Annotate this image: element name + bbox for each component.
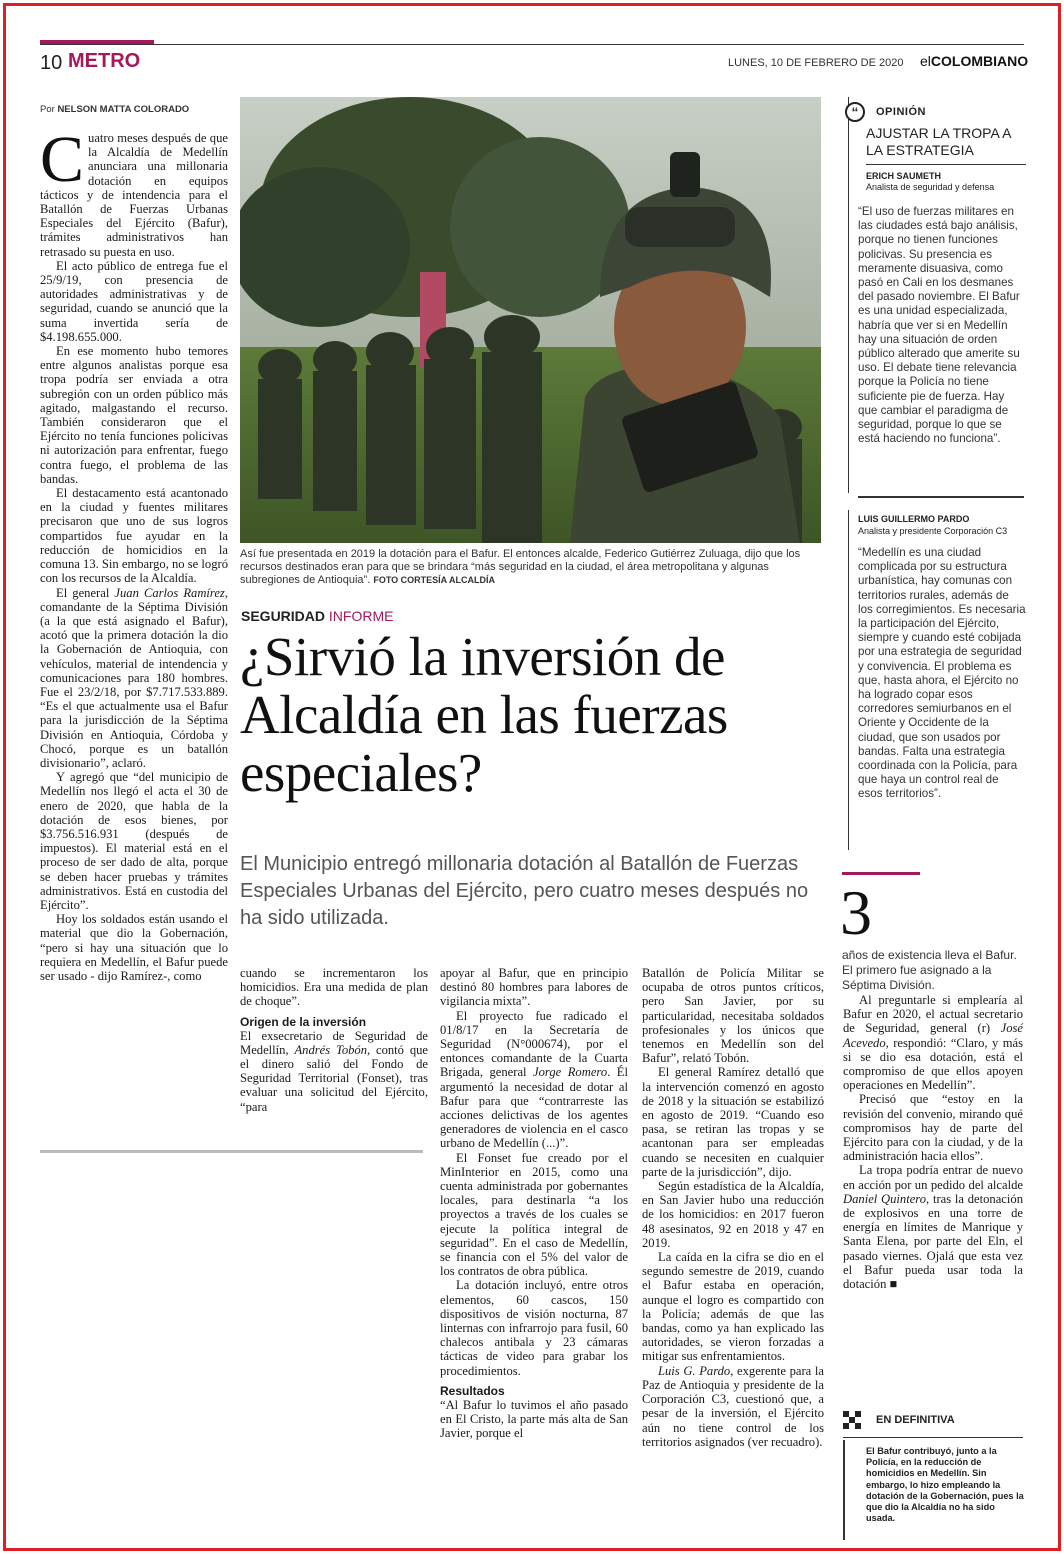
person-name: Daniel Quintero bbox=[843, 1191, 927, 1206]
article-column-2 bbox=[240, 966, 428, 1114]
opinion-role-2: Analista y presidente Corporación C3 bbox=[858, 526, 1008, 536]
opinion-role-1: Analista de seguridad y defensa bbox=[866, 182, 995, 192]
end-mark: ■ bbox=[889, 1277, 898, 1292]
checker-icon bbox=[843, 1411, 861, 1429]
paragraph bbox=[440, 1009, 628, 1151]
deck-subtitle: El Municipio entregó millonaria dotación al Batallón de Fuerzas Especiales Urbanas del Ejército, pero cuatro meses después no ha sido utilizada. bbox=[240, 853, 809, 929]
paragraph bbox=[40, 123, 228, 259]
article-column-5 bbox=[843, 993, 1023, 1291]
en-definitiva-rule bbox=[843, 1437, 1023, 1438]
opinion-border bbox=[848, 97, 849, 493]
kicker-section: SEGURIDAD bbox=[241, 608, 326, 624]
person-name: Luis G. Pardo bbox=[658, 1363, 731, 1378]
byline bbox=[40, 104, 189, 115]
opinion-border bbox=[848, 510, 849, 850]
caption-text: Así fue presentada en 2019 la dotación para el Bafur. El entonces alcalde, Federico Gutiérrez Zuluaga, dijo que los recursos destinados eran para que se brindara “más seguridad en la ciudad, el área metropolitana y algunas subregiones de Antioquia”. bbox=[240, 548, 801, 586]
kicker bbox=[241, 608, 393, 624]
article-column-1 bbox=[40, 123, 228, 983]
text: , contó que el dinero salió del Fondo de Seguridad Territorial (Fonset), tras evaluar una solicitud del Ejército, “para bbox=[240, 1042, 428, 1114]
opinion-rule bbox=[866, 164, 1026, 165]
opinion-author-2: LUIS GUILLERMO PARDO bbox=[858, 514, 970, 524]
paragraph: En ese momento hubo temores entre algunos analistas porque esa tropa podría ser enviada a otra subregión con un orden público más agitado, malgastando el recurso. También consideraron que el Ejército no tenía funciones policivas ni autorización para enfrentar, fuego contra fuego, el problema de las bandas. bbox=[40, 344, 228, 486]
person-name: Juan Carlos Ramírez bbox=[114, 585, 225, 600]
kicker-type: INFORME bbox=[328, 608, 394, 624]
person-name: Jorge Romero bbox=[533, 1065, 608, 1080]
text: . Él argumentó la necesidad de dotar al Bafur para que “contrarreste las acciones delictivas de los agentes generadores de violencia en el casco urbano de Medellín (...)”. bbox=[440, 1065, 628, 1151]
paragraph: Hoy los soldados están usando el material que dio la Gobernación, “pero si hay una situación que lo requiera en Medellín, el Bafur puede ser usado - dijo Ramírez-, como bbox=[40, 912, 228, 983]
headline: ¿Sirvió la inversión de Alcaldía en las fuerzas especiales? bbox=[240, 626, 728, 803]
section-name: METRO bbox=[68, 50, 141, 72]
paragraph: “Al Bafur lo tuvimos el año pasado en El Cristo, la parte más alta de San Javier, porque el bbox=[440, 1397, 628, 1441]
paragraph: cuando se incrementaron los homicidios. Era una medida de plan de choque”. bbox=[240, 966, 428, 1009]
page-number: 10 bbox=[40, 52, 63, 74]
paragraph: La dotación incluyó, entre otros elementos, 60 cascos, 150 dispositivos de visión nocturna, 87 linternas con infrarrojo para fusil, 60 chalecos antibala y 23 cámaras tácticas de video para grabar los procedimientos. bbox=[440, 1278, 628, 1378]
text: , respondió: “Claro, y más si se dio esa dotación, está el compromiso de que ellos apoyen operaciones en Medellín”. bbox=[843, 1035, 1023, 1093]
main-photo bbox=[240, 97, 821, 543]
opinion-title: AJUSTAR LA TROPA A LA ESTRATEGIA bbox=[866, 125, 1011, 158]
newspaper-logo bbox=[920, 53, 1028, 69]
paragraph bbox=[843, 1163, 1023, 1291]
paragraph: Y agregó que “del municipio de Medellín nos llegó el acta el 30 de enero de 2020, que habla de la dotación de esos bienes, por $3.756.516.931 (después de impuestos). El material está en el proceso de ser dado de alta, porque se deben hacer pruebas y trámites administrativos. Está en custodia del Ejército”. bbox=[40, 770, 228, 912]
paragraph-text: uatro meses después de que la Alcaldía de Medellín anunciara una millonaria dotación en equipos tácticos y de intendencia para el Batallón de Fuerzas Urbanas Especiales del Ejército (Bafur), trámites administrativos han retrasado su puesta en uso. bbox=[40, 131, 228, 259]
paragraph: El general Ramírez detalló que la intervención comenzó en agosto de 2018 y la situación se estabilizó en agosto de 2019. “Cuando eso pasa, se retiran las tropas y se acantonan para ser empleadas cuando se necesiten en cualquier parte de la jurisdicción”, dijo. bbox=[642, 1065, 824, 1179]
paragraph: apoyar al Bafur, que en principio destinó 80 hombres para labores de vigilancia mixta”. bbox=[440, 966, 628, 1009]
text: , comandante de la Séptima División (a la que está asignado el Bafur), acotó que la primera dotación la dio la Gobernación de Antioquia, con vehículos, material de intendencia y comunicaciones para 180 hombres. Fue el 23/2/18, por $7.717.533.889. “Es el que actualmente usa el Bafur para la jurisdicción de la Séptima División en Antioquia, Córdoba y Chocó, porque es un batallón divisionario”, aclaró. bbox=[40, 585, 228, 770]
byline-prefix: Por bbox=[40, 104, 55, 115]
soldiers-photo-illustration bbox=[240, 97, 821, 543]
paragraph bbox=[240, 1029, 428, 1114]
text: El proyecto fue radicado el 01/8/17 en la Secretaría de Seguridad (N°000674), por el entonces comandante de la Cuarta Brigada, general bbox=[440, 1008, 628, 1080]
logo-prefix: el bbox=[920, 53, 931, 69]
paragraph: El Fonset fue creado por el MinInterior en 2015, como una cuenta administrada por gobernantes locales, para destinarla “a los proyectos a través de los cuales se ejecute la política integral de seguridad”. En el caso de Medellín, se financia con el 5% del valor de los contratos de obra pública. bbox=[440, 1150, 628, 1279]
opinion-label: OPINIÓN bbox=[876, 106, 926, 118]
text: , tras la detonación de explosivos en una torre de energía en límites de Manrique y Santa Elena, por parte del Eln, el pasado viernes. Ojalá que esta vez el Bafur pueda usar toda la dotación bbox=[843, 1191, 1023, 1292]
subhead: Resultados bbox=[440, 1383, 505, 1398]
text: La tropa podría entrar de nuevo en acción por un pedido del alcalde bbox=[843, 1163, 1023, 1192]
article-column-4 bbox=[642, 966, 824, 1449]
header-rule bbox=[40, 44, 1024, 45]
article-column-3 bbox=[440, 966, 628, 1441]
opinion-quote-1: “El uso de fuerzas militares en las ciudades está bajo análisis, porque no tienen funciones policivas. Su presencia es meramente disuasiva, como pasó en Cali en los desmanes del pasado noviembre. El Bafur es una unidad especializada, habría que ver si en Medellín hay una situación de orden público alterado que amerite su uso. El debate tiene relevancia porque la Policía no tiene suficiente pie de fuerza. Hay que cambiar el paradigma de seguridad, porque lo que se está haciendo no funciona”. bbox=[858, 205, 1020, 446]
photo-caption bbox=[240, 548, 821, 587]
issue-date: LUNES, 10 DE FEBRERO DE 2020 bbox=[728, 57, 904, 69]
drop-cap: C bbox=[40, 123, 85, 196]
en-definitiva-border bbox=[843, 1440, 845, 1540]
opinion-author-1: ERICH SAUMETH bbox=[866, 171, 942, 181]
stat-number: 3 bbox=[840, 877, 872, 948]
person-name: Andrés Tobón bbox=[294, 1042, 368, 1057]
paragraph bbox=[642, 1364, 824, 1449]
paragraph: El destacamento está acantonado en la ciudad y fuentes militares precisaron que uno de sus logros compartidos fue ayudar en la reducción de homicidios en la comuna 13. Sin embargo, no se logró con los recursos de la Alcaldía. bbox=[40, 486, 228, 586]
text: Al preguntarle si emplearía al Bafur en 2020, el actual secretario de Seguridad, general (r) bbox=[843, 993, 1023, 1036]
paragraph: El acto público de entrega fue el 25/9/19, con presencia de autoridades administrativas y de seguridad, cuando se anunció que la suma invertida sería de $4.198.655.000. bbox=[40, 258, 228, 344]
subhead: Origen de la inversión bbox=[240, 1014, 367, 1029]
byline-author: NELSON MATTA COLORADO bbox=[57, 104, 190, 115]
column-divider bbox=[40, 1150, 423, 1153]
paragraph: Batallón de Policía Militar se ocupaba de otros puntos críticos, pero San Javier, por su particularidad, necesitaba soldados profesionales y los únicos que tenemos en Medellín son del Bafur”, relató Tobón. bbox=[642, 966, 824, 1066]
paragraph: Precisó que “estoy en la revisión del convenio, mirando qué compromisos hay de parte del Ejército para con la ciudad, y de la administración hacia ellos”. bbox=[843, 1092, 1023, 1164]
person-name: José Acevedo bbox=[843, 1021, 1023, 1050]
text: , exgerente para la Paz de Antioquia y presidente de la Corporación C3, cuestionó que, a pesar de la inversión, el Ejército aún no tiene control de los territorios asignados (ver recuadro). bbox=[642, 1363, 824, 1449]
opinion-quote-2: “Medellín es una ciudad complicada por su estructura urbanística, hay comunas con territorios rurales, además de los corregimientos. Es necesaria la participación del Ejército, siempre y cuando esté cobijada por una estrategia de seguridad y convivencia. El problema es que, hasta ahora, el Ejército no ha logrado copar esos corredores semiurbanos en el Oriente y Occidente de la ciudad, que son usados por bandas. Falta una estrategia coordinada con la Policía, para que haya un control real de esos territorios”. bbox=[858, 546, 1026, 801]
paragraph bbox=[40, 586, 228, 771]
en-definitiva-label: EN DEFINITIVA bbox=[876, 1414, 955, 1426]
en-definitiva-text: El Bafur contribuyó, junto a la Policía, en la reducción de homicidios en Medellín. Sin embargo, lo hizo empleando la dotación de la Gobernación, pues la que dio la Alcaldía no ha sido usada. bbox=[866, 1446, 1024, 1524]
text: El exsecretario de Seguridad de Medellín, bbox=[240, 1028, 428, 1057]
opinion-separator bbox=[858, 496, 1024, 498]
quote-icon: “ bbox=[845, 102, 865, 122]
paragraph: Según estadística de la Alcaldía, en San Javier hubo una reducción de los homicidios: en 2017 fueron 48 asesinatos, 92 en 2018 y 47 en 2019. bbox=[642, 1179, 824, 1250]
stat-text: años de existencia lleva el Bafur. El primero fue asignado a la Séptima División. bbox=[842, 948, 1017, 992]
paragraph: La caída en la cifra se dio en el segundo semestre de 2019, cuando el Bafur estaba en operación, aunque el logro es compartido con la Policía; además de que las bandas, como ya han explicado las autoridades, se vieron forzadas a mitigar sus enfrentamientos. bbox=[642, 1250, 824, 1364]
text: El general bbox=[56, 585, 115, 600]
logo-name: COLOMBIANO bbox=[930, 53, 1029, 69]
paragraph bbox=[843, 993, 1023, 1092]
photo-credit: FOTO CORTESÍA ALCALDÍA bbox=[373, 575, 495, 585]
stat-accent-bar bbox=[842, 872, 920, 875]
